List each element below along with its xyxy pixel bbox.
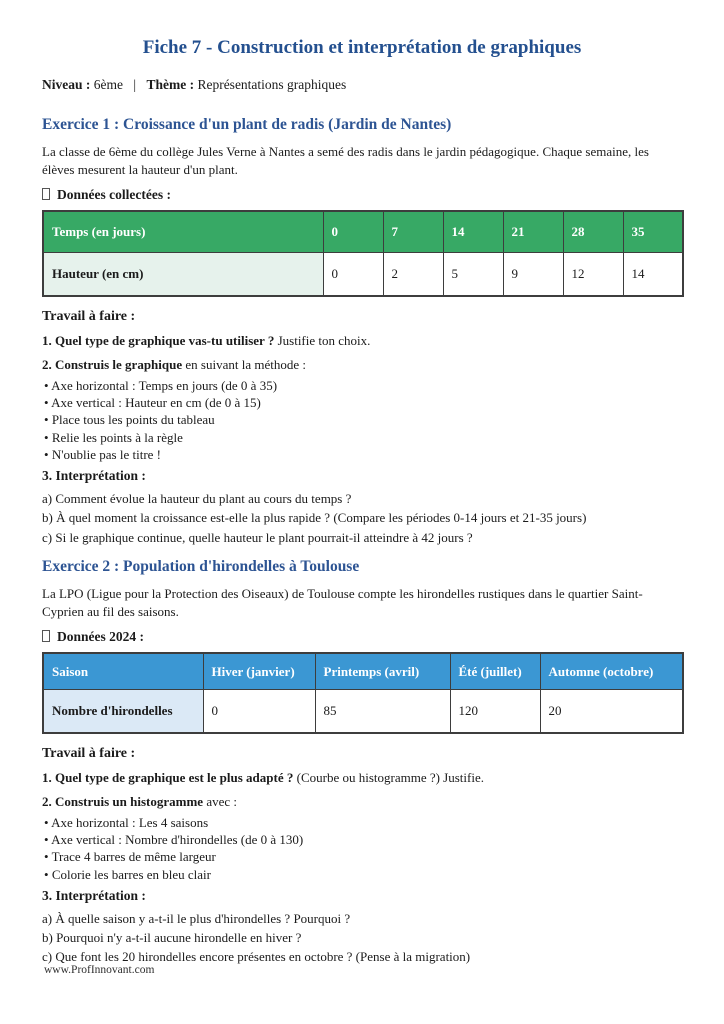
question-3: 3. Interprétation : — [42, 887, 146, 903]
table-header-cell: 21 — [503, 211, 563, 252]
exercise-1-heading: Exercice 1 : Croissance d'un plant de radis (Jardin de Nantes) — [42, 116, 452, 133]
question-1-bold: 1. Quel type de graphique vas-tu utiliser ? — [42, 333, 275, 348]
table-header-cell: Saison — [43, 653, 203, 690]
method-list — [42, 377, 682, 463]
theme-value: Représentations graphiques — [197, 77, 347, 92]
work-title: Travail à faire : — [42, 309, 136, 324]
question-3: 3. Interprétation : — [42, 468, 146, 484]
table-header-cell: 7 — [383, 211, 443, 252]
method-step: • Axe horizontal : Temps en jours (de 0 à 35) — [42, 377, 682, 394]
exercise-2-data-label-line — [42, 628, 682, 646]
interpretation-item: c) Si le graphique continue, quelle hauteur le plant pourrait-il atteindre à 42 jours ? — [42, 529, 473, 545]
question-2-rest: avec : — [206, 793, 237, 809]
swallows-table — [42, 652, 684, 734]
table-cell: 14 — [623, 252, 683, 296]
theme-label: Thème : — [146, 77, 195, 92]
table-cell: 5 — [443, 252, 503, 296]
table-header-cell: Automne (octobre) — [540, 653, 683, 690]
table-cell: 85 — [315, 690, 450, 733]
table-cell: 0 — [323, 252, 383, 296]
interpretation-item: c) Que font les 20 hirondelles encore présentes en octobre ? (Pense à la migration) — [42, 949, 471, 965]
interpretation-item: a) À quelle saison y a-t-il le plus d'hirondelles ? Pourquoi ? — [42, 910, 351, 926]
level-label: Niveau : — [42, 77, 91, 92]
question-2 — [42, 356, 682, 374]
missing-glyph-icon — [42, 630, 50, 642]
question-1 — [42, 769, 682, 787]
table-header-cell: Printemps (avril) — [315, 653, 450, 690]
table-row-label: Hauteur (en cm) — [43, 252, 323, 296]
radish-growth-table — [42, 210, 684, 297]
question-1-rest: (Courbe ou histogramme ?) Justifie. — [296, 769, 484, 785]
table-header-cell: 28 — [563, 211, 623, 252]
interpretation-item: a) Comment évolue la hauteur du plant au cours du temps ? — [42, 491, 352, 507]
question-2 — [42, 793, 682, 811]
exercise-2-section — [42, 557, 682, 967]
exercise-2-heading: Exercice 2 : Population d'hirondelles à Toulouse — [42, 557, 360, 575]
interpretation-item: b) À quel moment la croissance est-elle la plus rapide ? (Compare les périodes 0-14 jours et 21-35 jours) — [42, 510, 587, 526]
question-2-bold: 2. Construis un histogramme — [42, 793, 204, 809]
exercise-1-data-label-line — [42, 186, 682, 204]
table-cell: 0 — [203, 690, 315, 733]
question-2-rest: en suivant la méthode : — [185, 357, 306, 372]
method-step: • Axe vertical : Nombre d'hirondelles (de 0 à 130) — [42, 831, 682, 848]
method-list — [42, 814, 682, 883]
method-step: • Axe vertical : Hauteur en cm (de 0 à 15) — [42, 394, 682, 411]
method-step: • N'oublie pas le titre ! — [42, 446, 682, 463]
method-step: • Axe horizontal : Les 4 saisons — [42, 814, 682, 831]
exercise-1-intro: La classe de 6ème du collège Jules Verne à Nantes a semé des radis dans le jardin pédagogique. Chaque semaine, les élèves mesurent la hauteur d'un plant. — [42, 144, 649, 177]
exercise-1-data-label: Données collectées : — [57, 187, 171, 202]
table-cell: 20 — [540, 690, 683, 733]
table-cell: 120 — [450, 690, 540, 733]
interpretation-item: b) Pourquoi n'y a-t-il aucune hirondelle en hiver ? — [42, 930, 302, 946]
question-1-rest: Justifie ton choix. — [277, 333, 371, 348]
table-header-cell: 35 — [623, 211, 683, 252]
exercise-1-section — [42, 115, 682, 547]
exercise-2-data-label: Données 2024 : — [57, 628, 144, 644]
table-header-row — [43, 211, 683, 252]
table-header-label: Temps (en jours) — [43, 211, 323, 252]
page-title: Fiche 7 - Construction et interprétation de graphiques — [142, 37, 582, 58]
table-header-row — [43, 653, 683, 690]
footer-url: www.ProfInnovant.com — [44, 964, 155, 976]
table-header-cell: Hiver (janvier) — [203, 653, 315, 690]
method-step: • Trace 4 barres de même largeur — [42, 848, 682, 865]
question-1-bold: 1. Quel type de graphique est le plus adapté ? — [42, 769, 294, 785]
table-cell: 9 — [503, 252, 563, 296]
level-value: 6ème — [93, 77, 123, 92]
table-header-cell: 14 — [443, 211, 503, 252]
table-data-row — [43, 252, 683, 296]
method-step: • Colorie les barres en bleu clair — [42, 866, 682, 883]
question-2-bold: 2. Construis le graphique — [42, 357, 183, 372]
method-step: • Relie les points à la règle — [42, 429, 682, 446]
meta-separator: | — [133, 77, 137, 92]
table-cell: 2 — [383, 252, 443, 296]
work-title: Travail à faire : — [42, 745, 136, 761]
method-step: • Place tous les points du tableau — [42, 411, 682, 428]
table-cell: 12 — [563, 252, 623, 296]
missing-glyph-icon — [42, 188, 50, 200]
question-1 — [42, 332, 682, 350]
table-header-cell: Été (juillet) — [450, 653, 540, 690]
meta-line — [42, 76, 682, 93]
table-header-cell: 0 — [323, 211, 383, 252]
table-data-row — [43, 690, 683, 733]
table-row-label: Nombre d'hirondelles — [43, 690, 203, 733]
exercise-2-intro: La LPO (Ligue pour la Protection des Oiseaux) de Toulouse compte les hirondelles rustiques dans le quartier Saint-Cyprien au fil des saisons. — [42, 585, 643, 619]
